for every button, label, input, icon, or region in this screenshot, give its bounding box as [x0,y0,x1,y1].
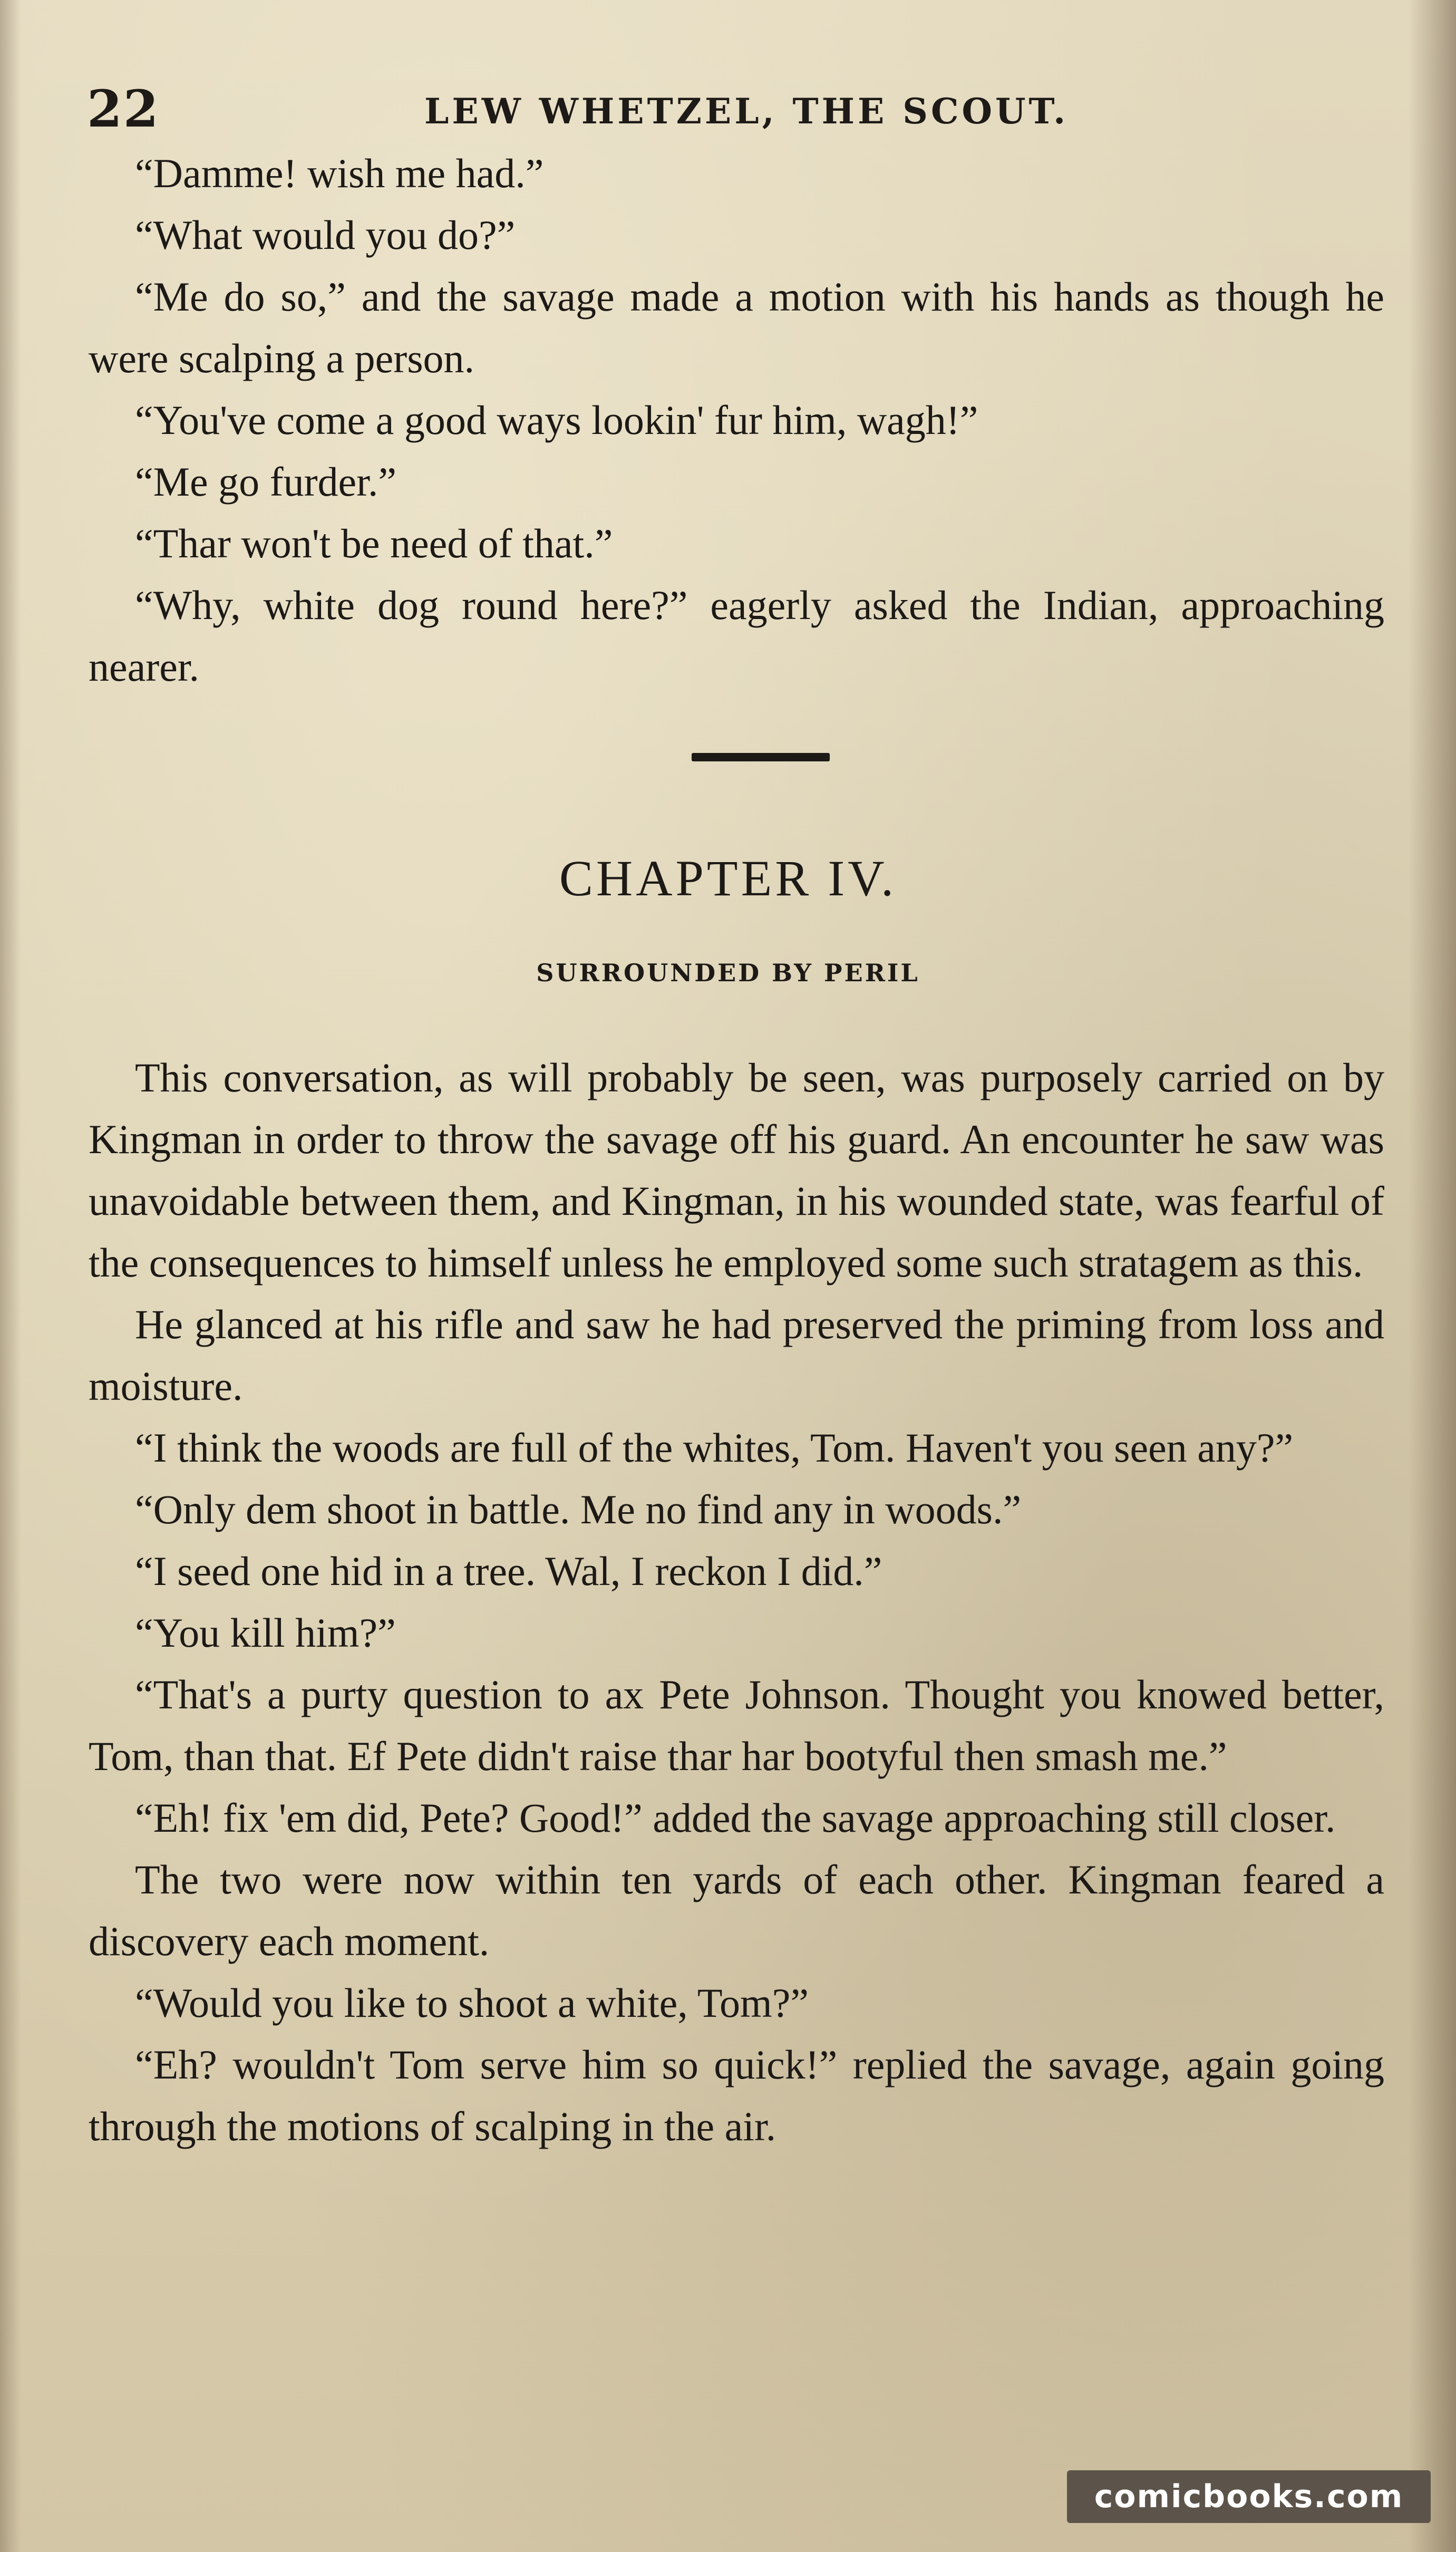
paragraph: “Eh! fix 'em did, Pete? Good!” added the savage approaching still closer. [135,1795,1336,1841]
paragraph: “Damme! wish me had.” [135,150,544,196]
running-title: LEW WHETZEL, THE SCOUT. [424,91,1069,132]
paragraph: “That's a purty question to ax Pete Johnson. Thought you knowed better, Tom, than that. Ef Pete didn't raise thar har bootyful then smash me.” [89,1671,1384,1779]
paragraph: “Eh? wouldn't Tom serve him so quick!” replied the savage, again going through the motions of scalping in the air. [89,2042,1384,2149]
chapter-subtitle: SURROUNDED BY PERIL [536,959,920,987]
paragraph: “I think the woods are full of the whites, Tom. Haven't you seen any?” [135,1425,1294,1471]
paragraph: “Why, white dog round here?” eagerly asked the Indian, approaching nearer. [89,582,1384,690]
watermark-label: comicbooks.com [1067,2470,1431,2523]
paragraph: “Would you like to shoot a white, Tom?” [135,1980,809,2026]
page-edge-shadow-right [1409,0,1456,2552]
top-text-block [89,142,1384,698]
paragraph: “Thar won't be need of that.” [135,520,613,566]
chapter-text-block [89,1047,1384,2157]
paragraph: “I seed one hid in a tree. Wal, I reckon I did.” [135,1548,882,1594]
paragraph: “Me go furder.” [135,459,396,505]
paragraph: “You kill him?” [135,1610,396,1656]
paragraph: “What would you do?” [135,212,516,258]
paragraph: “Me do so,” and the savage made a motion with his hands as though he were scalping a person. [89,274,1384,381]
page-number: 22 [87,79,160,139]
paragraph: “You've come a good ways lookin' fur him, wagh!” [135,397,978,443]
section-divider-rule [692,753,830,761]
running-head [87,79,1384,142]
page-edge-shadow-left [0,0,21,2552]
chapter-title: CHAPTER IV. [559,850,897,906]
paragraph: This conversation, as will probably be seen, was purposely carried on by Kingman in order to throw the savage off his guard. An encounter he saw was unavoidable between them, and Kingman, in his wounded state, was fearful of the consequences to himself unless he employed some such stratagem as this. [89,1055,1384,1285]
paragraph: He glanced at his rifle and saw he had preserved the priming from loss and moisture. [89,1301,1384,1409]
paragraph: “Only dem shoot in battle. Me no find any in woods.” [135,1486,1022,1532]
paragraph: The two were now within ten yards of each other. Kingman feared a discovery each moment. [89,1857,1384,1964]
